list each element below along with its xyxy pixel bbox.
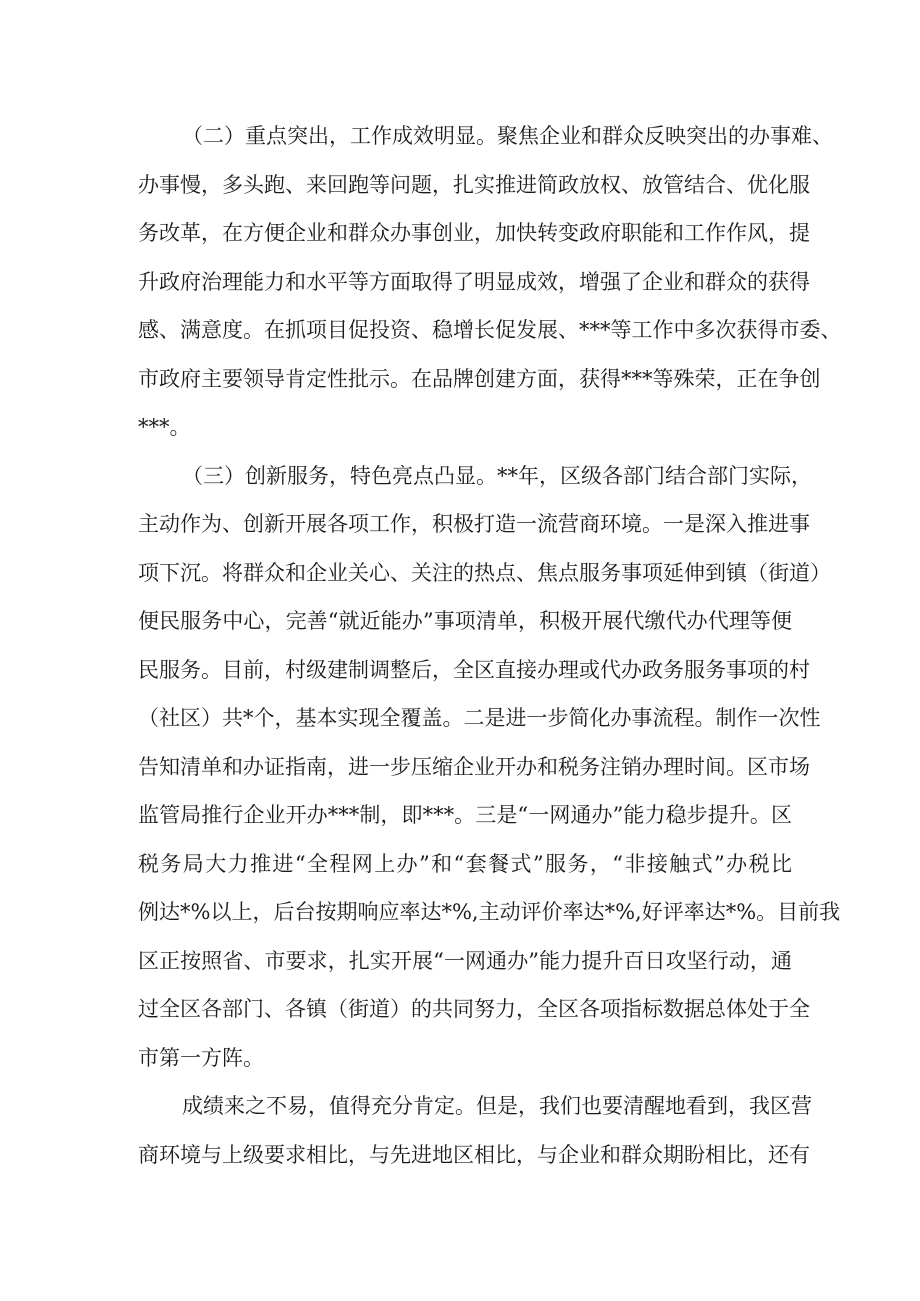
paragraph-1-line-6: 市政府主要领导肯定性批示。在品牌创建方面，获得***等殊荣，正在争创 [138, 367, 821, 391]
paragraph-1-line-1: （二）重点突出，工作成效明显。聚焦企业和群众反映突出的办事难、 [182, 124, 833, 148]
paragraph-2-line-13: 市第一方阵。 [138, 1046, 264, 1070]
paragraph-1-line-3: 务改革，在方便企业和群众办事创业，加快转变政府职能和工作作风，提 [138, 221, 810, 245]
paragraph-2-line-3: 项下沉。将群众和企业关心、关注的热点、焦点服务事项延伸到镇（街道） [138, 561, 831, 585]
paragraph-2-line-5: 民服务。目前，村级建制调整后，全区直接办理或代办政务服务事项的村 [138, 658, 810, 682]
paragraph-2-line-6: （社区）共*个，基本实现全覆盖。二是进一步简化办事流程。制作一次性 [138, 706, 821, 730]
paragraph-2-line-11: 区正按照省、市要求，扎实开展“一网通办”能力提升百日攻坚行动，通 [138, 949, 792, 973]
paragraph-2-line-10: 例达*%以上，后台按期响应率达*%,主动评价率达*%,好评率达*%。目前我 [138, 900, 841, 924]
paragraph-3-line-2: 商环境与上级要求相比，与先进地区相比，与企业和群众期盼相比，还有 [138, 1143, 810, 1167]
paragraph-3-line-1: 成绩来之不易，值得充分肯定。但是，我们也要清醒地看到，我区营 [182, 1094, 812, 1118]
paragraph-2-line-1: （三）创新服务，特色亮点凸显。**年，区级各部门结合部门实际， [182, 464, 812, 488]
paragraph-2-line-12: 过全区各部门、各镇（街道）的共同努力，全区各项指标数据总体处于全 [138, 997, 810, 1021]
paragraph-2-line-7: 告知清单和办证指南，进一步压缩企业开办和税务注销办理时间。区市场 [138, 755, 810, 779]
paragraph-2-line-8: 监管局推行企业开办***制，即***。三是“一网通办”能力稳步提升。区 [138, 803, 792, 827]
paragraph-1-line-5: 感、满意度。在抓项目促投资、稳增长促发展、***等工作中多次获得市委、 [138, 318, 842, 342]
paragraph-1-line-7: ***。 [138, 415, 191, 439]
paragraph-2-line-9: 税务局大力推进“全程网上办”和“套餐式”服务，“非接触式”办税比 [138, 852, 792, 876]
paragraph-2-line-4: 便民服务中心，完善“就近能办”事项清单，积极开展代缴代办代理等便 [138, 609, 792, 633]
paragraph-1-line-2: 办事慢，多头跑、来回跑等问题，扎实推进简政放权、放管结合、优化服 [138, 173, 810, 197]
paragraph-1-line-4: 升政府治理能力和水平等方面取得了明显成效，增强了企业和群众的获得 [138, 270, 810, 294]
paragraph-2-line-2: 主动作为、创新开展各项工作，积极打造一流营商环境。一是深入推进事 [138, 512, 810, 536]
